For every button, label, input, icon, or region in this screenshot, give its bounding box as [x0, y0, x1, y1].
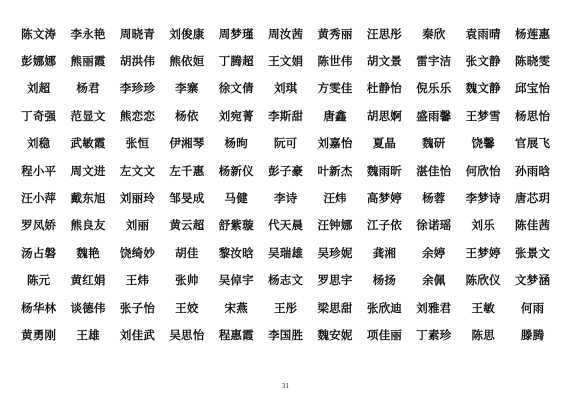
name-entry: 魏文静: [465, 81, 501, 96]
name-entry: 黎汝晗: [218, 245, 254, 260]
name-entry: 吴珍妮: [317, 245, 353, 260]
name-entry: 魏研: [422, 136, 446, 151]
name-entry: 徐文倩: [218, 81, 254, 96]
name-entry: 邱宝怡: [515, 81, 551, 96]
name-entry: 方雯佳: [317, 81, 353, 96]
name-entry: 李梦诗: [465, 191, 501, 206]
name-entry: 王敏: [471, 300, 495, 315]
name-entry: 杨思怡: [515, 108, 551, 123]
name-entry: 黄秀丽: [317, 26, 353, 41]
name-entry: 周汝茜: [268, 26, 304, 41]
name-entry: 汪小萍: [21, 191, 57, 206]
name-entry: 黄红娟: [70, 273, 106, 288]
name-entry: 丁素珍: [416, 327, 452, 342]
name-entry: 李斯甜: [268, 108, 304, 123]
name-entry: 陈欣仪: [465, 273, 501, 288]
name-entry: 孙雨晗: [515, 163, 551, 178]
name-entry: 汪钟娜: [317, 218, 353, 233]
name-entry: 杨莲惠: [515, 26, 551, 41]
name-entry: 杨新仪: [218, 163, 254, 178]
name-entry: 夏晶: [372, 136, 397, 151]
name-entry: 唐芯玥: [515, 191, 551, 206]
name-entry: 王雄: [76, 327, 100, 342]
name-entry: 代天晨: [268, 218, 304, 233]
name-entry: 李永艳: [70, 26, 106, 41]
name-entry: 杨君: [76, 81, 100, 96]
name-entry: 徐诺瑶: [416, 218, 452, 233]
name-entry: 江子依: [366, 218, 402, 233]
name-entry: 李寨: [175, 81, 199, 96]
name-entry: 舒紫璇: [218, 218, 254, 233]
name-entry: 胡思婀: [366, 108, 402, 123]
name-entry: 宋燕: [224, 300, 248, 315]
name-entry: 彭子豪: [268, 163, 304, 178]
name-entry: 伊湘琴: [169, 136, 205, 151]
name-entry: 秦欣: [422, 26, 446, 41]
name-entry: 丁腾超: [218, 54, 254, 69]
name-entry: 周梦瑾: [218, 26, 254, 41]
name-grid: [14, 20, 558, 349]
name-entry: 饶馨: [471, 136, 495, 151]
name-entry: 刘佳武: [119, 327, 156, 342]
name-entry: 张子怡: [119, 300, 156, 315]
name-entry: 余佩: [422, 273, 446, 288]
name-entry: 梁思甜: [317, 300, 353, 315]
name-entry: 饶绮妙: [119, 245, 156, 260]
name-entry: 汤占磐: [21, 245, 57, 260]
name-entry: 范显文: [70, 108, 106, 123]
name-entry: 湛佳怡: [416, 163, 452, 178]
name-entry: 陈世伟: [317, 54, 353, 69]
name-entry: 刘乐: [471, 218, 495, 233]
name-entry: 刘超: [26, 81, 51, 96]
name-entry: 叶新杰: [317, 163, 353, 178]
name-entry: 陈思: [471, 327, 495, 342]
name-entry: 何雨: [520, 300, 545, 315]
name-entry: 戴东旭: [70, 191, 106, 206]
name-entry: 杨志文: [268, 273, 304, 288]
name-entry: 李国胜: [268, 327, 304, 342]
name-entry: 罗凤娇: [21, 218, 57, 233]
name-entry: 吴倬宇: [218, 273, 254, 288]
name-entry: 左文文: [119, 163, 156, 178]
name-entry: 文梦涵: [515, 273, 551, 288]
name-entry: 何欣怡: [465, 163, 501, 178]
name-entry: 吴思怡: [169, 327, 205, 342]
name-entry: 程小平: [21, 163, 57, 178]
name-entry: 刘雅君: [416, 300, 452, 315]
name-entry: 黄云超: [169, 218, 205, 233]
name-entry: 周文进: [70, 163, 106, 178]
name-entry: 魏安妮: [317, 327, 353, 342]
name-entry: 雷宇洁: [416, 54, 452, 69]
name-entry: 袁雨晴: [465, 26, 501, 41]
name-entry: 陈文涛: [21, 26, 57, 41]
name-entry: 张帅: [175, 273, 199, 288]
name-entry: 李珍珍: [119, 81, 156, 96]
name-entry: 王彤: [273, 300, 298, 315]
name-entry: 杨华林: [21, 300, 57, 315]
name-entry: 盛雨馨: [416, 108, 452, 123]
name-entry: 刘宛菁: [218, 108, 254, 123]
name-entry: 汪炜: [323, 191, 347, 206]
name-entry: 彭娜娜: [21, 54, 57, 69]
name-entry: 熊丽霞: [70, 54, 106, 69]
name-entry: 熊恋恋: [119, 108, 156, 123]
name-entry: 杨扬: [372, 273, 397, 288]
name-entry: 唐鑫: [323, 108, 347, 123]
name-entry: 马健: [224, 191, 248, 206]
name-entry: 张景文: [515, 245, 551, 260]
name-entry: 陈晓雯: [515, 54, 551, 69]
name-entry: 周晓青: [119, 26, 156, 41]
name-entry: 张文静: [465, 54, 501, 69]
name-entry: 滕腾: [520, 327, 545, 342]
name-entry: 魏雨昕: [366, 163, 402, 178]
name-entry: 杨依: [175, 108, 199, 123]
name-entry: 魏艳: [76, 245, 100, 260]
name-entry: 王梦婷: [465, 245, 501, 260]
name-entry: 高梦婷: [366, 191, 402, 206]
name-entry: 张恒: [125, 136, 150, 151]
name-entry: 左千惠: [169, 163, 205, 178]
name-entry: 谈德伟: [70, 300, 106, 315]
name-entry: 程惠霞: [218, 327, 254, 342]
name-entry: 罗思宇: [317, 273, 353, 288]
name-entry: 王炜: [125, 273, 150, 288]
name-entry: 陈元: [26, 273, 51, 288]
name-entry: 熊依姮: [169, 54, 205, 69]
name-entry: 汪思彤: [366, 26, 402, 41]
name-entry: 阮可: [273, 136, 298, 151]
name-entry: 王梦雪: [465, 108, 501, 123]
name-entry: 项佳丽: [366, 327, 402, 342]
name-entry: 刘嘉怡: [317, 136, 353, 151]
name-entry: 刘俊康: [169, 26, 205, 41]
name-entry: 刘琪: [273, 81, 298, 96]
name-entry: 杨昫: [224, 136, 248, 151]
name-entry: 刘丽: [125, 218, 150, 233]
name-entry: 胡洪伟: [119, 54, 156, 69]
name-entry: 张欣迪: [366, 300, 402, 315]
page-number: 31: [281, 383, 290, 390]
name-entry: 李诗: [273, 191, 298, 206]
name-entry: 倪乐乐: [416, 81, 452, 96]
name-entry: 王文娟: [268, 54, 304, 69]
name-entry: 熊良友: [70, 218, 106, 233]
name-entry: 胡佳: [175, 245, 199, 260]
name-entry: 陈佳茜: [515, 218, 551, 233]
name-entry: 邹旻成: [169, 191, 205, 206]
name-entry: 余婷: [422, 245, 446, 260]
name-entry: 胡文景: [366, 54, 402, 69]
name-entry: 武敏霞: [70, 136, 106, 151]
name-entry: 刘丽玲: [119, 191, 156, 206]
name-entry: 杜静怡: [366, 81, 402, 96]
name-entry: 王姣: [175, 300, 199, 315]
name-entry: 刘稳: [26, 136, 51, 151]
name-entry: 杨蓉: [422, 191, 446, 206]
name-entry: 丁奇强: [21, 108, 57, 123]
name-entry: 黄勇刚: [21, 327, 57, 342]
name-entry: 官展飞: [515, 136, 551, 151]
name-entry: 龚湘: [372, 245, 397, 260]
name-entry: 吴瑞雄: [268, 245, 304, 260]
